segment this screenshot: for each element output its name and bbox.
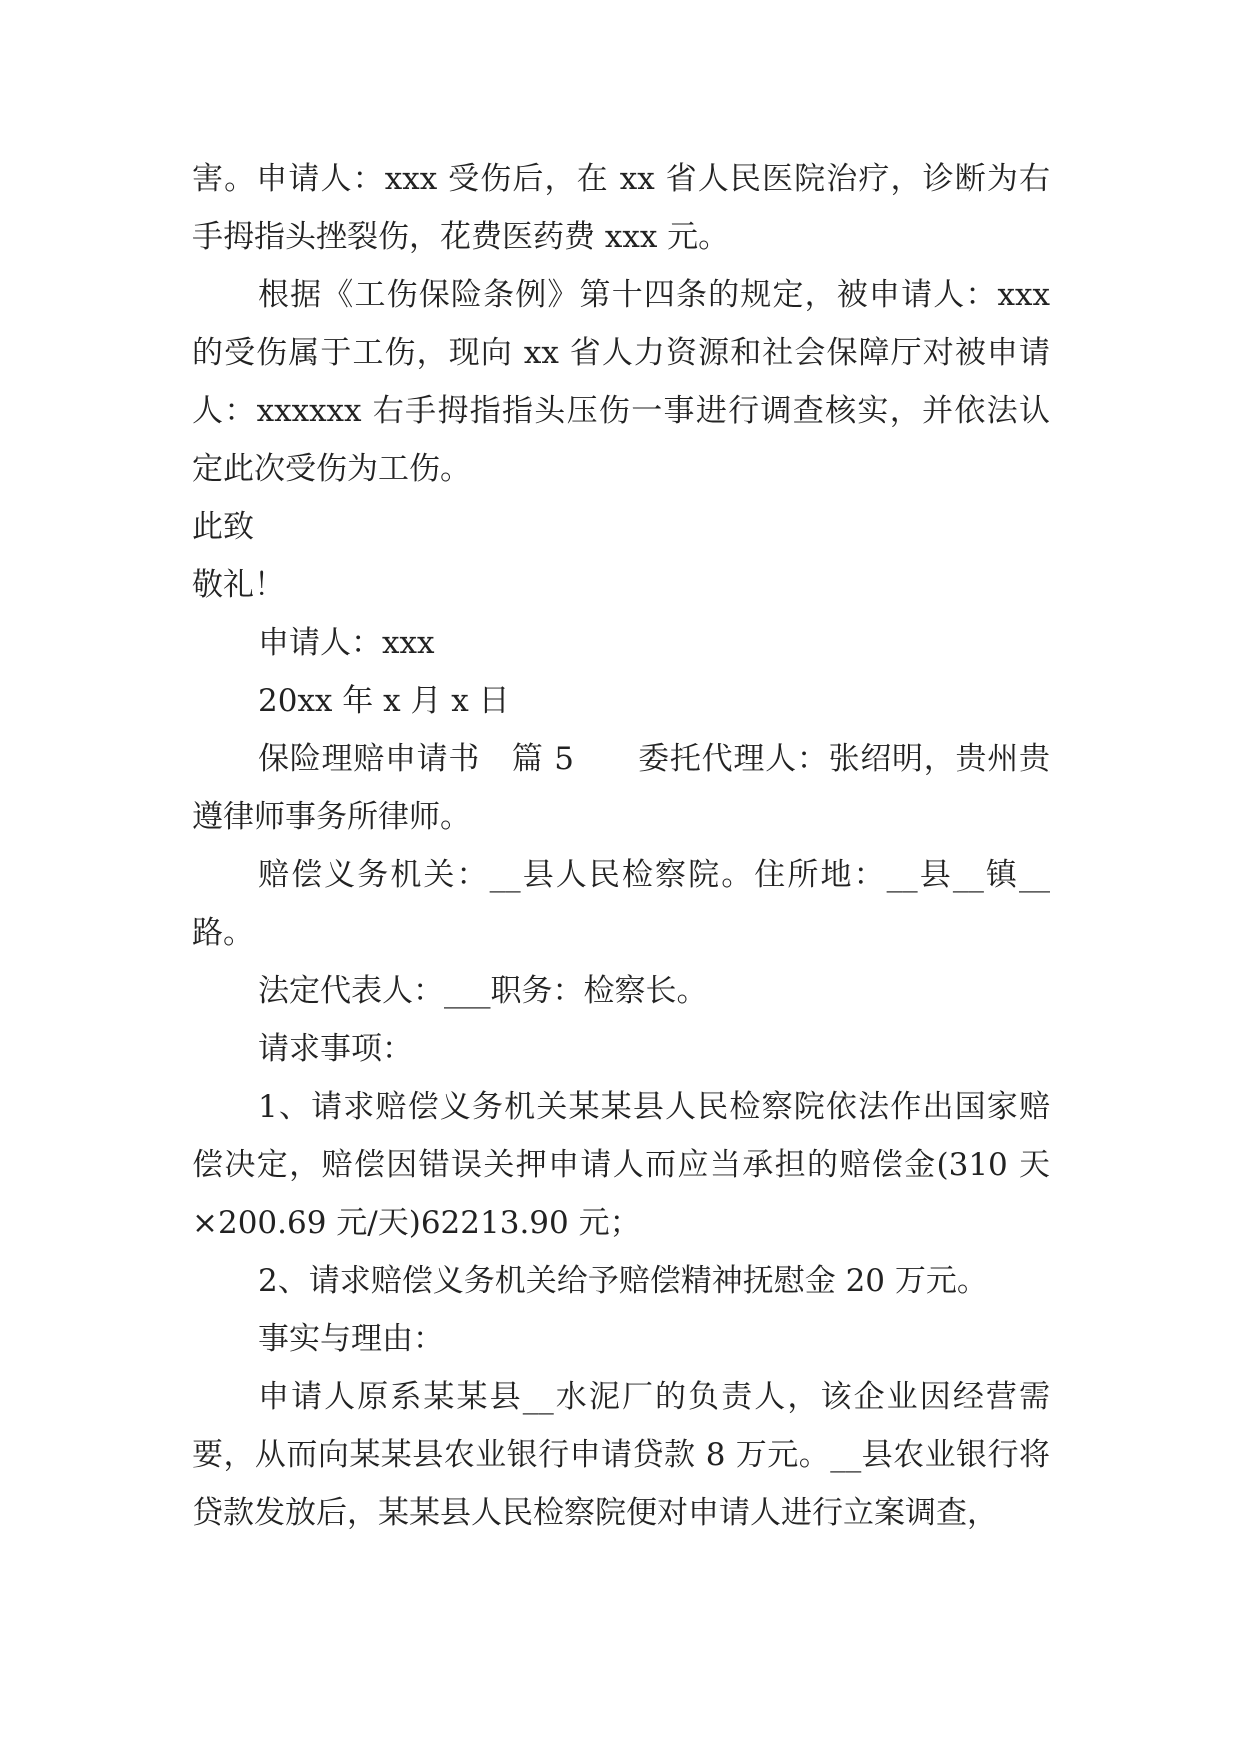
paragraph: 申请人原系某某县__水泥厂的负责人，该企业因经营需要，从而向某某县农业银行申请贷款 8 万元。__县农业银行将贷款发放后，某某县人民检察院便对申请人进行立案调查， [192, 1379, 1050, 1531]
paragraph: 法定代表人：___职务：检察长。 [258, 973, 708, 1009]
closing-respect: 敬礼！ [192, 567, 285, 603]
signature-date: 20xx 年 x 月 x 日 [258, 683, 510, 719]
signature-applicant: 申请人：xxx [258, 625, 435, 661]
paragraph: 赔偿义务机关：__县人民检察院。住所地：__县__镇__路。 [192, 857, 1050, 951]
paragraph: 请求事项： [258, 1031, 413, 1067]
paragraph: 根据《工伤保险条例》第十四条的规定，被申请人：xxx 的受伤属于工伤，现向 xx 省人力资源和社会保障厅对被申请人：xxxxxx 右手拇指指头压伤一事进行调查核实，并依法认定此次受伤为工伤。 [192, 277, 1050, 487]
paragraph: 1、请求赔偿义务机关某某县人民检察院依法作出国家赔偿决定，赔偿因错误关押申请人而应当承担的赔偿金(310 天×200.69 元/天)62213.90 元； [192, 1089, 1050, 1241]
paragraph: 害。申请人：xxx 受伤后，在 xx 省人民医院治疗，诊断为右手拇指头挫裂伤，花费医药费 xxx 元。 [192, 161, 1050, 255]
section-heading-paragraph: 保险理赔申请书 篇 5 委托代理人：张绍明，贵州贵遵律师事务所律师。 [192, 741, 1050, 835]
document-body [192, 150, 1050, 1542]
paragraph: 事实与理由： [258, 1321, 444, 1357]
paragraph: 2、请求赔偿义务机关给予赔偿精神抚慰金 20 万元。 [258, 1263, 988, 1299]
closing-salutation: 此致 [192, 509, 254, 545]
